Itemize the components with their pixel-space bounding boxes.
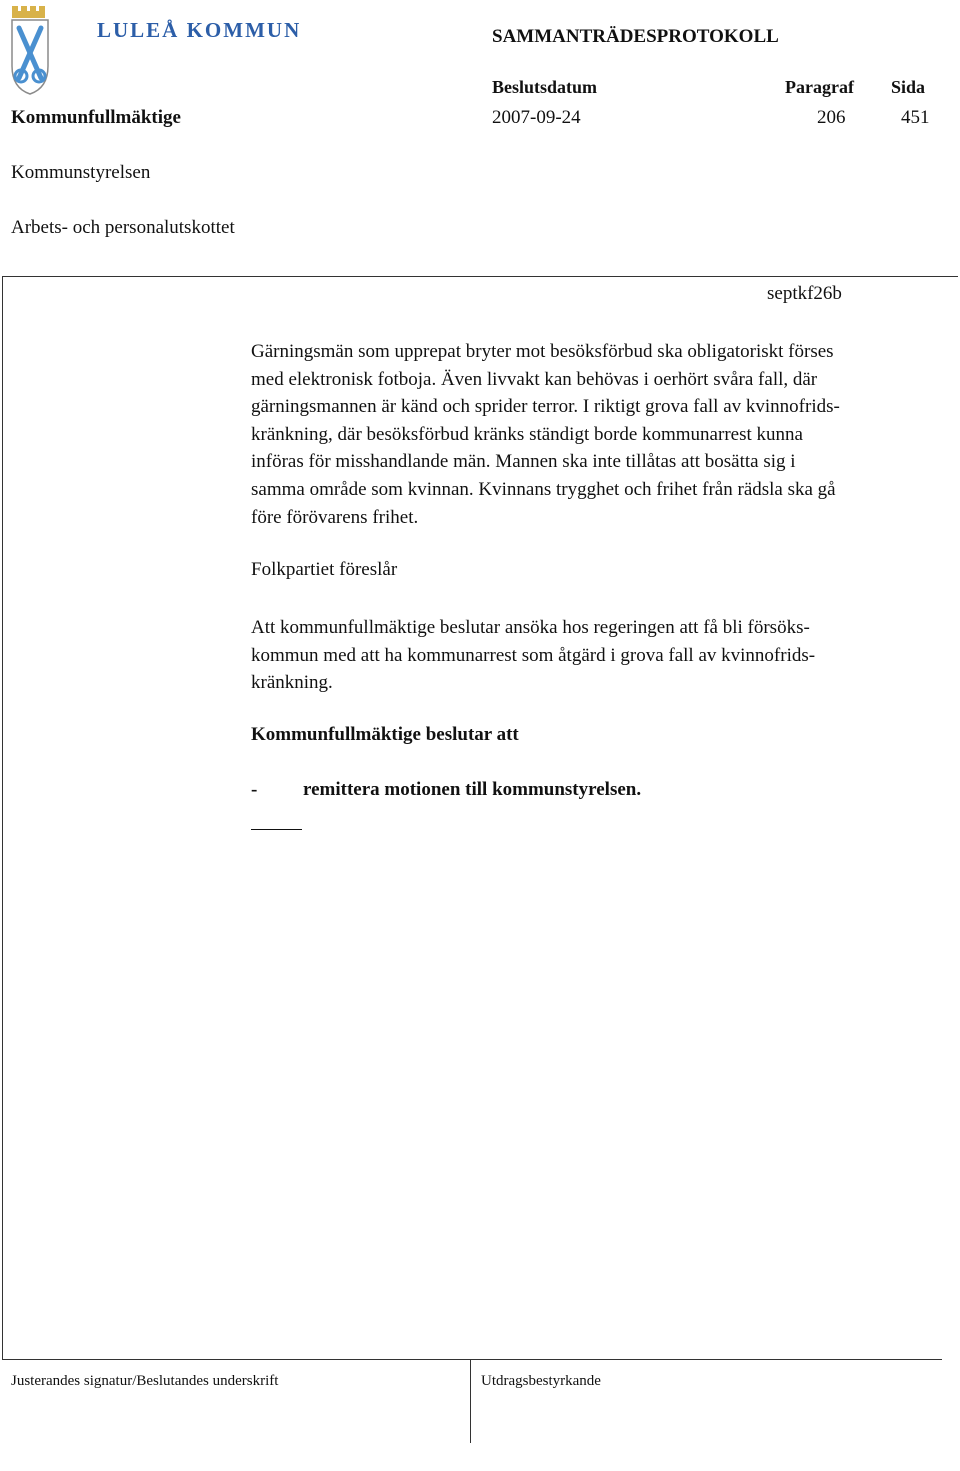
proposal-paragraph — [251, 614, 951, 697]
org-name: LULEÅ KOMMUN — [97, 18, 302, 42]
certification-label: Utdragsbestyrkande — [481, 1373, 601, 1389]
paragraph-number: 206 — [817, 107, 846, 128]
signature-label: Justerandes signatur/Beslutandes underskrift — [11, 1373, 279, 1389]
decision-item: remittera motionen till kommunstyrelsen. — [303, 779, 642, 800]
text-line: kränkning. — [251, 672, 333, 694]
subcommittee-name: Arbets- och personalutskottet — [11, 217, 235, 238]
page-number: 451 — [901, 107, 930, 128]
text-line: med elektronisk fotboja. Även livvakt kan behövas i oerhört svåra fall, där — [251, 368, 818, 390]
text-line: samma område som kvinnan. Kvinnans trygghet och frihet från rädsla ska gå — [251, 478, 836, 500]
paragraph-column-label: Paragraf — [785, 77, 854, 97]
footer-column-divider — [470, 1359, 471, 1443]
text-line: kränkning, där besöksförbud kränks ständigt borde kommunarrest kunna — [251, 423, 803, 445]
text-line: gärningsmannen är känd och sprider terror. I riktigt grova fall av kvinnofrids- — [251, 396, 840, 418]
committee-name: Kommunstyrelsen — [11, 162, 151, 183]
motion-paragraph — [251, 338, 951, 531]
document-title: SAMMANTRÄDESPROTOKOLL — [492, 26, 779, 47]
coat-of-arms-logo — [10, 4, 50, 96]
proposal-heading: Folkpartiet föreslår — [251, 559, 398, 580]
text-line: Gärningsmän som upprepat bryter mot besöksförbud ska obligatoriskt förses — [251, 341, 834, 362]
reference-code: septkf26b — [767, 283, 842, 304]
text-line: Att kommunfullmäktige beslutar ansöka hos regeringen att få bli försöks- — [251, 617, 810, 638]
date-column-label: Beslutsdatum — [492, 77, 598, 97]
text-line: före förövarens frihet. — [251, 506, 419, 528]
content-frame-top — [2, 276, 958, 277]
end-rule — [251, 829, 302, 830]
decision-heading: Kommunfullmäktige beslutar att — [251, 724, 519, 745]
footer-divider — [2, 1359, 942, 1360]
text-line: kommun med att ha kommunarrest som åtgärd i grova fall av kvinnofrids- — [251, 644, 816, 666]
decision-bullet: - — [251, 779, 258, 800]
governing-body: Kommunfullmäktige — [11, 107, 181, 128]
page-column-label: Sida — [891, 77, 926, 97]
decision-date: 2007-09-24 — [492, 107, 581, 128]
text-line: införas för misshandlande män. Mannen ska inte tillåtas att bosätta sig i — [251, 451, 796, 473]
content-frame-left — [2, 276, 3, 1360]
